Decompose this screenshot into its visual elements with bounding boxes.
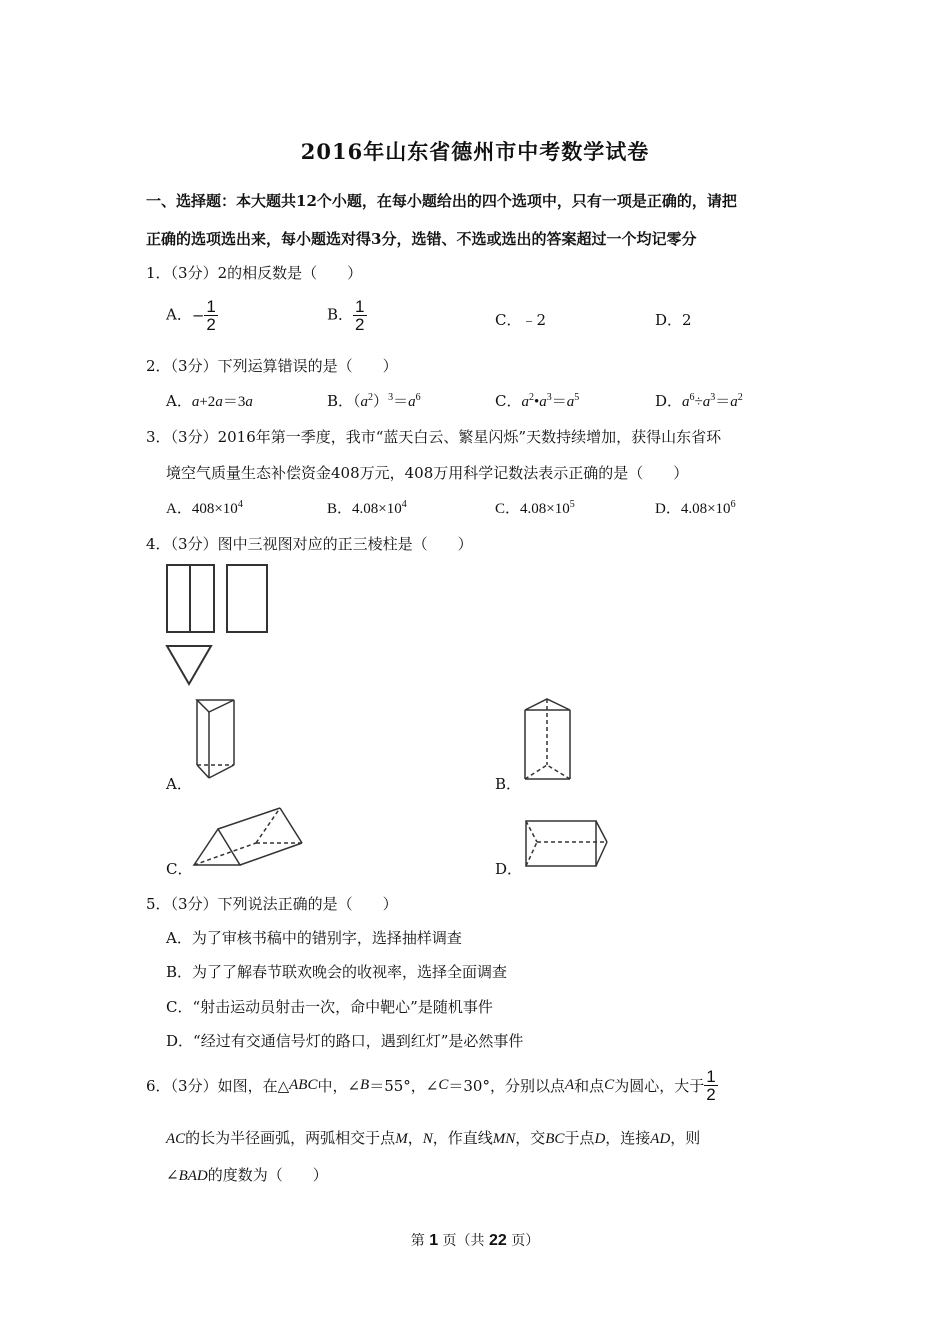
- q5-option-c: C．“射击运动员射击一次，命中靶心”是随机事件: [166, 998, 493, 1016]
- q6-b: B: [360, 1077, 370, 1093]
- q3-d-exp: 6: [730, 499, 736, 510]
- q6-l2-comma: ，: [407, 1129, 423, 1147]
- q3-b-label: B．: [327, 501, 353, 517]
- footer-mid: 页（共: [442, 1233, 485, 1249]
- q1-a-fraction: [204, 298, 217, 333]
- q6-abc: ABC: [289, 1077, 318, 1093]
- q6-stem-line3: [166, 1164, 328, 1185]
- q2-d-label: D．: [655, 392, 683, 410]
- q6-num: 6．（3分）如图，在△: [146, 1077, 290, 1095]
- q4-option-c-prism: [192, 805, 307, 870]
- q6-l2-t6: ，则: [670, 1129, 701, 1147]
- q2-option-d: D．$a^6\div a^3=a^2$: [655, 392, 743, 410]
- q3-option-d: [655, 497, 736, 518]
- q6-l2-ad: AD: [650, 1131, 671, 1147]
- q6-fraction: [704, 1068, 717, 1103]
- q6-c: C: [438, 1077, 449, 1093]
- q2-a-label: A．: [166, 392, 192, 410]
- q1-b-fraction: [353, 298, 366, 333]
- q6-l3-bad: BAD: [178, 1168, 208, 1184]
- q6-l2-t2: ，作直线: [432, 1129, 493, 1147]
- q6-l2-t4: 于点: [564, 1129, 595, 1147]
- page-footer: [0, 1230, 950, 1250]
- q3-b-value: 4.08×10: [352, 501, 402, 517]
- q5-stem: 5．（3分）下列说法正确的是（ ）: [146, 895, 398, 913]
- q3-stem-line1: 3．（3分）2016年第一季度，我市“蓝天白云、繁星闪烁”天数持续增加，获得山东省环: [146, 428, 722, 446]
- q2-option-a: A．a+2a＝3a: [166, 392, 253, 410]
- q5-option-a: A．为了审核书稿中的错别字，选择抽样调查: [166, 929, 462, 947]
- q1-option-a: [166, 298, 218, 333]
- q6-c2: C: [604, 1077, 615, 1093]
- q1-b-den: 2: [355, 315, 365, 334]
- q6-l3-angle: ∠: [166, 1166, 179, 1184]
- q2-option-c: C．$a^2•a^3=a^5$: [495, 392, 580, 410]
- q4-option-a-prism: [192, 697, 247, 782]
- q6-stem-line1: [146, 1068, 718, 1103]
- q1-b-label: B．: [327, 305, 354, 324]
- q4-option-b-label: B．: [495, 775, 522, 793]
- q2-option-b: B．$(a^2)^3=a^6$: [327, 392, 421, 410]
- q6-t3: ＝30°，分别以点: [448, 1077, 565, 1095]
- q3-option-b: [327, 497, 407, 518]
- q6-l2-m: M: [395, 1131, 408, 1147]
- q3-c-value: 4.08×10: [520, 501, 570, 517]
- q3-a-label: A．: [166, 501, 192, 517]
- q6-t1: 中，∠: [317, 1077, 361, 1095]
- q6-t4: 和点: [574, 1077, 605, 1095]
- q6-l2-t3: ，交: [515, 1129, 546, 1147]
- footer-pre: 第: [410, 1233, 425, 1249]
- q6-a: A: [564, 1077, 575, 1093]
- q6-l2-t1: 的长为半径画弧，两弧相交于点: [185, 1129, 396, 1147]
- q5-option-d: D．“经过有交通信号灯的路口，遇到红灯”是必然事件: [166, 1032, 524, 1050]
- section-heading-line1: 一、选择题：本大题共12个小题，在每小题给出的四个选项中，只有一项是正确的，请把: [146, 192, 737, 210]
- q3-d-value: 4.08×10: [680, 501, 731, 517]
- q6-t2: ＝55°，∠: [369, 1077, 439, 1095]
- footer-page-number: 1: [429, 1232, 439, 1249]
- q6-frac-den: 2: [706, 1085, 716, 1104]
- q4-option-a-label: A．: [166, 775, 192, 793]
- q6-l2-d: D: [594, 1131, 606, 1147]
- q1-stem: 1．（3分）2的相反数是（ ）: [146, 264, 363, 282]
- q1-a-sign: −: [191, 306, 205, 325]
- q6-l3-t1: 的度数为（ ）: [207, 1166, 328, 1184]
- q6-stem-line2: [166, 1127, 700, 1148]
- q3-b-exp: 4: [401, 499, 407, 510]
- q1-option-b: [327, 298, 367, 333]
- q4-option-b-prism: [522, 697, 577, 782]
- q5-option-b: B．为了了解春节联欢晚会的收视率，选择全面调查: [166, 963, 508, 981]
- q1-a-den: 2: [206, 315, 216, 334]
- q6-frac-num: 1: [706, 1067, 716, 1086]
- footer-post: 页）: [511, 1233, 540, 1249]
- q1-option-c: C．﹣2: [495, 311, 547, 329]
- q2-b-label: B．: [327, 392, 354, 410]
- three-views-figure: [165, 563, 270, 688]
- q3-a-exp: 4: [237, 499, 243, 510]
- q6-l2-ac: AC: [166, 1131, 186, 1147]
- q3-c-exp: 5: [569, 499, 575, 510]
- q4-option-d-label: D．: [495, 860, 523, 878]
- q3-d-label: D．: [655, 501, 681, 517]
- q3-option-a: [166, 497, 243, 518]
- q1-option-d: D．2: [655, 311, 692, 329]
- page-title: 2016年山东省德州市中考数学试卷: [300, 139, 650, 164]
- q6-l2-mn: MN: [492, 1131, 516, 1147]
- q4-option-d-prism: [522, 818, 612, 870]
- q4-stem: 4．（3分）图中三视图对应的正三棱柱是（ ）: [146, 535, 473, 553]
- q3-stem-line2: 境空气质量生态补偿资金408万元，408万用科学记数法表示正确的是（ ）: [166, 464, 689, 482]
- q1-b-num: 1: [355, 297, 365, 316]
- q1-a-label: A．: [166, 305, 192, 324]
- q6-l2-n: N: [422, 1131, 433, 1147]
- q2-c-label: C．: [495, 392, 522, 410]
- q4-option-c-label: C．: [166, 860, 193, 878]
- q3-a-value: 408×10: [191, 501, 238, 517]
- section-heading-line2: 正确的选项选出来，每小题选对得3分，选错、不选或选出的答案超过一个均记零分: [146, 230, 697, 248]
- q3-option-c: [495, 497, 575, 518]
- footer-total-pages: 22: [489, 1232, 507, 1249]
- q6-l2-bc: BC: [545, 1131, 565, 1147]
- q6-l2-t5: ，连接: [605, 1129, 651, 1147]
- q2-stem: 2．（3分）下列运算错误的是（ ）: [146, 357, 398, 375]
- q1-a-num: 1: [206, 297, 216, 316]
- q3-c-label: C．: [495, 501, 521, 517]
- q6-t5: 为圆心，大于: [614, 1077, 705, 1095]
